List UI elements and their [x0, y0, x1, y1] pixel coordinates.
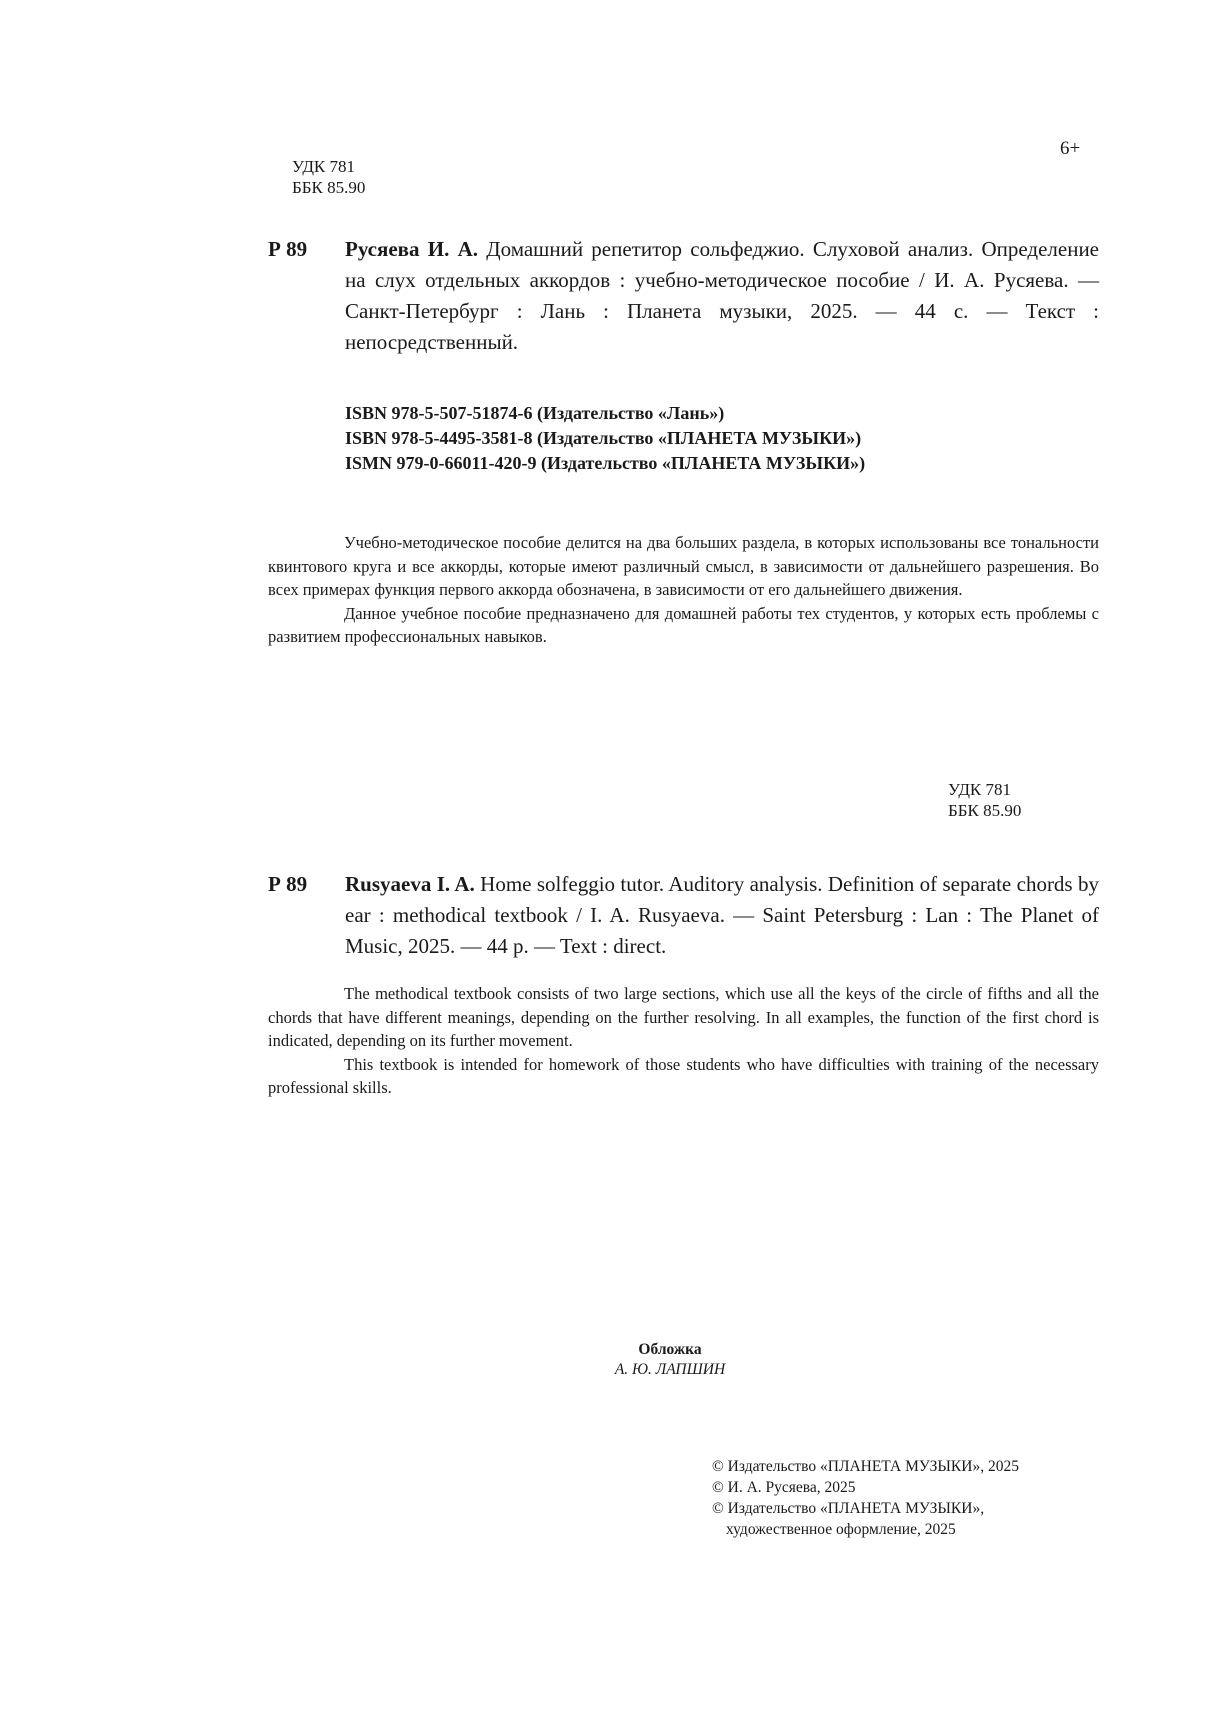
ru-description: Домашний репетитор сольфеджио. Слуховой анализ. Определение на слух отдельных аккордов : учебно-методическое пособие / И. А. Русяева. — Санкт-Петербург : Лань : Планета музыки, 2025. — 44 с. — Текст : непосредственный.: [345, 237, 1100, 354]
en-annotation-paragraph: The methodical textbook consists of two large sections, which use all the keys of the circle of fifths and all the chords that have different meanings, depending on the further resolving. In all examples, the function of the first chord is indicated, depending on its further movement.: [268, 984, 1099, 1050]
ismn-planeta: ISMN 979-0-66011-420-9 (Издательство «ПЛАНЕТА МУЗЫКИ»): [345, 453, 866, 473]
copyright-line: © Издательство «ПЛАНЕТА МУЗЫКИ», 2025: [712, 1458, 1019, 1475]
ru-annotation-paragraph: Данное учебное пособие предназначено для домашней работы тех студентов, у которых есть проблемы с развитием профессиональных навыков.: [268, 603, 1099, 646]
isbn-block: [345, 401, 865, 476]
udk-code: УДК 781: [292, 157, 356, 176]
en-author: Rusyaeva I. A.: [345, 872, 475, 896]
bbk-code: ББК 85.90: [292, 178, 366, 197]
copyright-line: © И. А. Русяева, 2025: [712, 1479, 856, 1496]
udk-code: УДК 781: [948, 780, 1012, 799]
isbn-planeta: ISBN 978-5-4495-3581-8 (Издательство «ПЛАНЕТА МУЗЫКИ»): [345, 428, 862, 448]
ru-annotation: [268, 531, 1099, 649]
copyright-line-continuation: художественное оформление, 2025: [726, 1521, 956, 1538]
ru-author: Русяева И. А.: [345, 237, 479, 261]
author-mark: Р 89: [268, 872, 308, 896]
cover-label: Обложка: [638, 1341, 702, 1358]
en-description: Home solfeggio tutor. Auditory analysis. Definition of separate chords by ear : methodical textbook / I. A. Rusyaeva. — Saint Petersburg : Lan : The Planet of Music, 2025. — 44 p. — Text : direct.: [345, 872, 1099, 958]
en-annotation-paragraph: This textbook is intended for homework of those students who have difficulties with training of the necessary professional skills.: [268, 1054, 1099, 1097]
en-entry-text: [345, 869, 1099, 962]
author-mark: Р 89: [268, 237, 308, 261]
cover-credit: [560, 1340, 780, 1380]
classification-top: [292, 156, 365, 198]
en-annotation: [268, 982, 1099, 1100]
ru-bibliographic-entry: [268, 234, 1099, 358]
copyright-block: [712, 1456, 1019, 1540]
cover-designer: А. Ю. ЛАПШИН: [614, 1361, 726, 1378]
ru-annotation-paragraph: Учебно-методическое пособие делится на два больших раздела, в которых использованы все тональности квинтового круга и все аккорды, которые имеют различный смысл, в зависимости от дальнейшего разрешения. Во всех примерах функция первого аккорда обозначена, в зависимости от его дальнейшего движения.: [268, 533, 1099, 599]
bbk-code: ББК 85.90: [948, 801, 1022, 820]
copyright-line: © Издательство «ПЛАНЕТА МУЗЫКИ»,: [712, 1500, 985, 1517]
classification-mid: [948, 779, 1021, 821]
age-rating: 6+: [1060, 138, 1081, 159]
isbn-lan: ISBN 978-5-507-51874-6 (Издательство «Лань»): [345, 403, 725, 423]
ru-entry-text: [345, 234, 1099, 358]
en-bibliographic-entry: [268, 869, 1099, 962]
